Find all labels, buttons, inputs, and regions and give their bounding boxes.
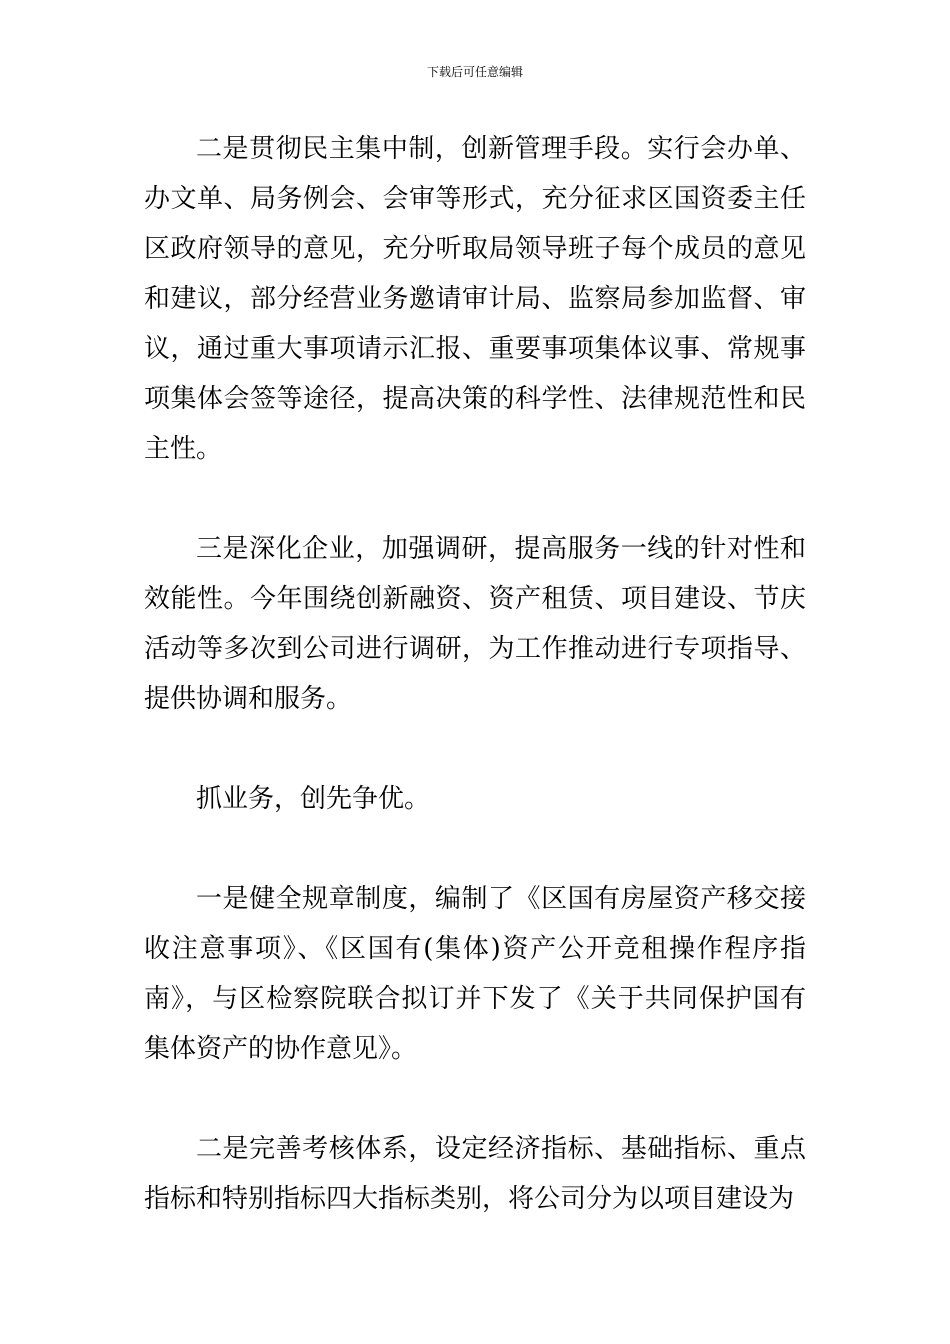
- page-header: 下载后可任意编辑: [426, 65, 523, 79]
- document-body: [144, 124, 806, 1274]
- paragraph-assessment-system: 二是完善考核体系，设定经济指标、基础指标、重点指标和特别指标四大指标类别，将公司分为以项目建设为: [144, 1134, 806, 1214]
- paragraph-democratic-centralism: 二是贯彻民主集中制，创新管理手段。实行会办单、办文单、局务例会、会审等形式，充分征求区国资委主任区政府领导的意见，充分听取局领导班子每个成员的意见和建议，部分经营业务邀请审计局、监察局参加监督、审议，通过重大事项请示汇报、重要事项集体议事、常规事项集体会签等途径，提高决策的科学性、法律规范性和民主性。: [144, 134, 806, 464]
- paragraph-enterprise-research: 三是深化企业，加强调研，提高服务一线的针对性和效能性。今年围绕创新融资、资产租赁、项目建设、节庆活动等多次到公司进行调研，为工作推动进行专项指导、提供协调和服务。: [144, 534, 806, 714]
- paragraph-rules-system: 一是健全规章制度，编制了《区国有房屋资产移交接收注意事项》、《区国有(集体)资产公开竞租操作程序指南》，与区检察院联合拟订并下发了《关于共同保护国有集体资产的协作意见》。: [144, 884, 806, 1064]
- paragraph-business-heading: 抓业务，创先争优。: [196, 784, 431, 814]
